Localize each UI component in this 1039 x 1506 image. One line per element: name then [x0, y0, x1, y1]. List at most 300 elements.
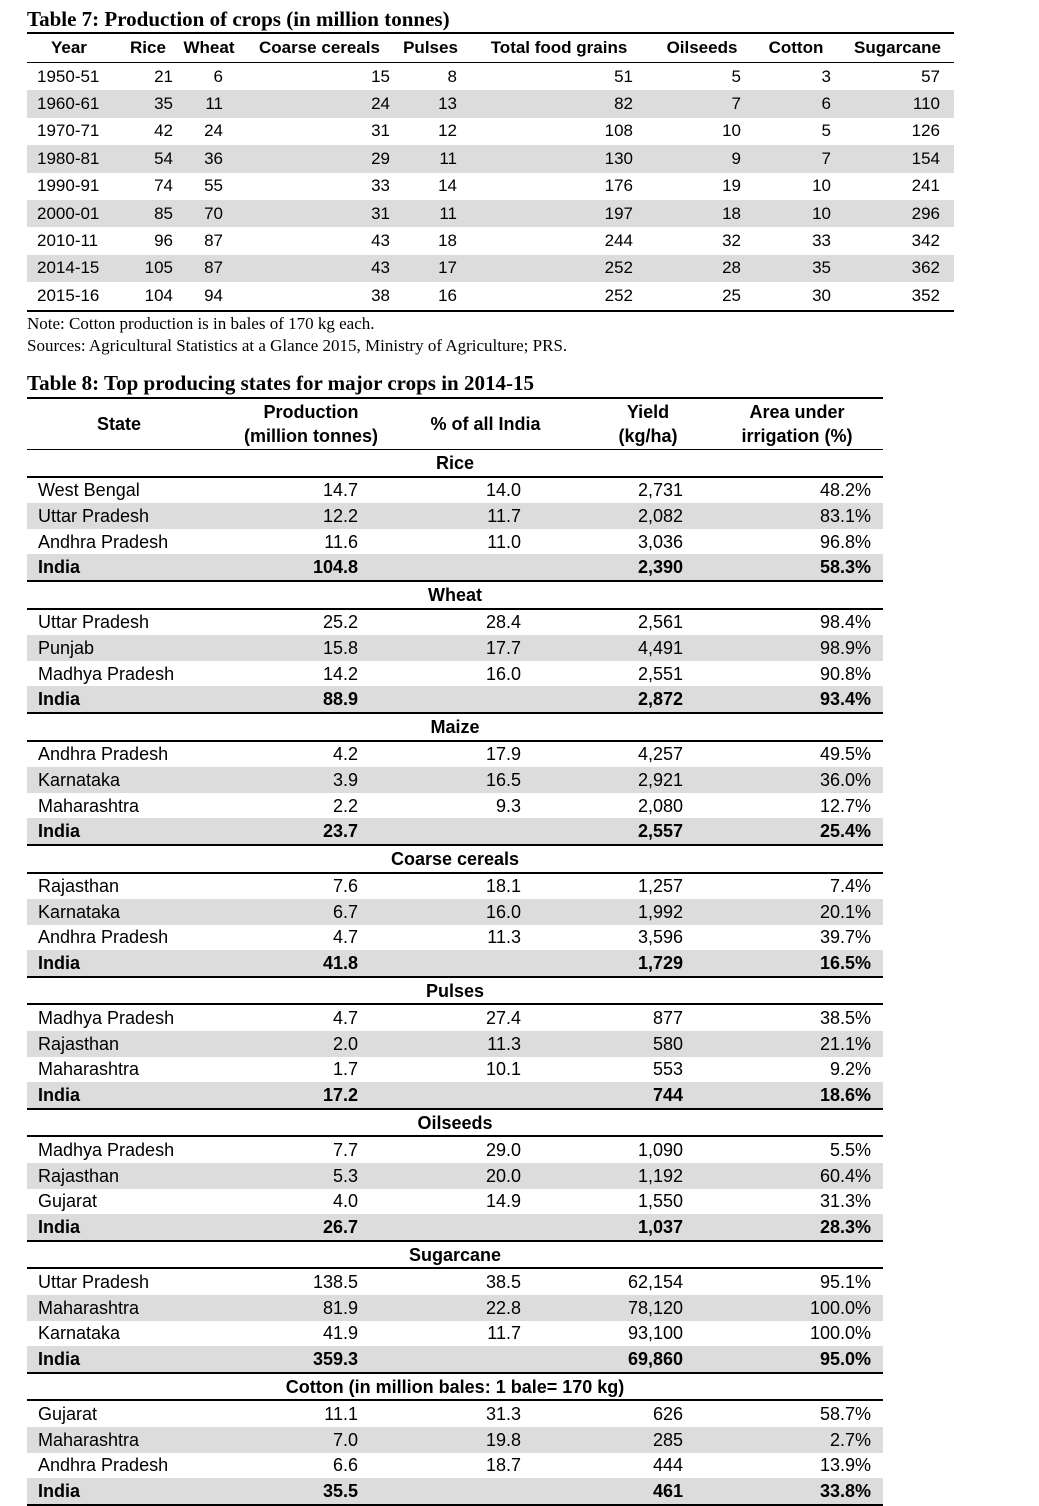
state-cell: Punjab — [27, 635, 236, 661]
table-row — [27, 1031, 883, 1057]
state-cell: Karnataka — [27, 899, 236, 925]
table8-header-yield-line1: Yield — [626, 402, 670, 422]
total-state-cell: India — [27, 1082, 236, 1109]
table-row — [27, 200, 954, 227]
percent-cell: 20.0 — [386, 1163, 585, 1189]
value-cell: 18 — [653, 200, 751, 227]
table-row — [27, 145, 954, 172]
section-crop-label: Cotton (in million bales: 1 bale= 170 kg) — [27, 1373, 883, 1401]
table-row — [27, 90, 954, 117]
value-cell: 18 — [438, 231, 457, 251]
total-production-cell: 104.8 — [236, 554, 386, 581]
value-cell: 241 — [911, 176, 940, 196]
value-cell: 154 — [841, 145, 954, 172]
value-cell: 11 — [175, 90, 243, 117]
table8-header-row — [27, 398, 883, 450]
table7-header-coarse-cereals: Coarse cereals — [243, 33, 396, 63]
value-cell: 35 — [121, 90, 175, 117]
irrigation-cell: 100.0% — [711, 1295, 883, 1321]
production-cell: 6.7 — [236, 899, 386, 925]
value-cell: 31 — [371, 121, 390, 141]
value-cell: 33 — [371, 176, 390, 196]
total-row — [27, 1214, 883, 1241]
yield-cell: 3,036 — [637, 531, 683, 552]
value-cell: 10 — [722, 121, 741, 141]
state-cell: Maharashtra — [38, 1059, 140, 1080]
total-yield-cell: 2,872 — [585, 686, 711, 713]
total-percent-cell — [386, 1214, 585, 1241]
irrigation-cell: 7.4% — [829, 876, 871, 897]
value-cell: 43 — [243, 255, 396, 282]
value-cell: 21 — [154, 66, 173, 86]
table7-header-oilseeds: Oilseeds — [653, 33, 751, 63]
yield-cell: 1,192 — [585, 1163, 711, 1189]
percent-cell: 31.3 — [485, 1404, 521, 1425]
table8-header-production-line2: (million tonnes) — [244, 426, 378, 446]
value-cell: 30 — [751, 282, 841, 310]
total-row — [27, 1346, 883, 1373]
yield-cell: 2,561 — [637, 612, 683, 633]
percent-cell: 14.9 — [485, 1191, 521, 1212]
value-cell: 87 — [175, 255, 243, 282]
year-cell: 1960-61 — [27, 90, 121, 117]
irrigation-cell: 39.7% — [819, 927, 871, 948]
value-cell: 82 — [465, 90, 653, 117]
state-cell: Madhya Pradesh — [38, 1008, 175, 1029]
state-cell: Maharashtra — [27, 1427, 236, 1453]
value-cell: 14 — [438, 176, 457, 196]
section-crop-label: Rice — [27, 450, 883, 477]
percent-cell: 11.3 — [386, 1031, 585, 1057]
percent-cell: 17.7 — [386, 635, 585, 661]
total-irrigation-cell: 58.3% — [711, 554, 883, 581]
percent-cell: 14.0 — [485, 480, 521, 501]
irrigation-cell: 90.8% — [819, 663, 871, 684]
irrigation-cell: 31.3% — [819, 1191, 871, 1212]
percent-cell: 11.3 — [487, 927, 521, 948]
production-cell: 2.0 — [236, 1031, 386, 1057]
table-row — [27, 503, 883, 529]
production-cell: 1.7 — [332, 1059, 358, 1080]
value-cell: 352 — [841, 282, 954, 310]
yield-cell: 3,596 — [637, 927, 683, 948]
production-cell: 4.7 — [332, 1008, 358, 1029]
value-cell: 3 — [821, 66, 831, 86]
total-state-cell: India — [27, 1478, 236, 1505]
table7-header-cotton: Cotton — [751, 33, 841, 63]
year-cell: 1980-81 — [27, 145, 121, 172]
table-row — [27, 1004, 883, 1031]
irrigation-cell: 95.1% — [819, 1272, 871, 1293]
value-cell: 130 — [465, 145, 653, 172]
table-row — [27, 1427, 883, 1453]
production-cell: 11.1 — [324, 1404, 358, 1425]
production-cell: 138.5 — [312, 1272, 358, 1293]
total-row — [27, 686, 883, 713]
irrigation-cell: 83.1% — [711, 503, 883, 529]
total-state-cell: India — [27, 686, 236, 713]
total-irrigation-cell: 33.8% — [711, 1478, 883, 1505]
year-cell: 1950-51 — [37, 66, 100, 86]
table-row — [27, 63, 954, 91]
yield-cell: 1,550 — [637, 1191, 683, 1212]
year-cell: 2000-01 — [27, 200, 121, 227]
value-cell: 126 — [911, 121, 940, 141]
table-row — [27, 282, 954, 310]
section-header-row — [27, 581, 883, 609]
table-row — [27, 609, 883, 636]
section-crop-label: Wheat — [27, 581, 883, 609]
table-row — [27, 1057, 883, 1083]
value-cell: 6 — [751, 90, 841, 117]
total-state-cell: India — [27, 818, 236, 845]
total-percent-cell — [386, 1082, 585, 1109]
total-irrigation-cell: 93.4% — [711, 686, 883, 713]
state-cell: Rajasthan — [27, 1031, 236, 1057]
total-yield-cell: 69,860 — [585, 1346, 711, 1373]
value-cell: 85 — [121, 200, 175, 227]
yield-cell: 93,100 — [627, 1323, 683, 1344]
percent-cell: 18.1 — [485, 876, 521, 897]
yield-cell: 626 — [652, 1404, 683, 1425]
table-row — [27, 635, 883, 661]
value-cell: 43 — [371, 231, 390, 251]
value-cell: 5 — [731, 66, 741, 86]
state-cell: Andhra Pradesh — [38, 1455, 169, 1476]
percent-cell: 27.4 — [485, 1008, 521, 1029]
section-crop-label: Maize — [27, 713, 883, 741]
total-irrigation-cell: 25.4% — [711, 818, 883, 845]
value-cell: 252 — [465, 255, 653, 282]
table-row — [27, 661, 883, 687]
production-cell: 14.2 — [322, 663, 358, 684]
state-cell: West Bengal — [38, 480, 140, 501]
table-row — [27, 227, 954, 254]
percent-cell: 38.5 — [485, 1272, 521, 1293]
irrigation-cell: 60.4% — [711, 1163, 883, 1189]
production-cell: 25.2 — [322, 612, 358, 633]
production-cell: 81.9 — [236, 1295, 386, 1321]
total-row — [27, 554, 883, 581]
total-yield-cell: 2,557 — [585, 818, 711, 845]
table7-header-row — [27, 33, 954, 63]
percent-cell: 19.8 — [386, 1427, 585, 1453]
yield-cell: 444 — [652, 1455, 683, 1476]
percent-cell: 11.7 — [487, 1323, 521, 1344]
value-cell: 70 — [175, 200, 243, 227]
irrigation-cell: 20.1% — [711, 899, 883, 925]
table7-header-wheat: Wheat — [175, 33, 243, 63]
value-cell: 57 — [921, 66, 940, 86]
production-cell: 4.0 — [332, 1191, 358, 1212]
state-cell: Rajasthan — [38, 876, 120, 897]
irrigation-cell: 36.0% — [711, 767, 883, 793]
state-cell: Maharashtra — [38, 795, 140, 816]
year-cell: 2014-15 — [27, 255, 121, 282]
state-cell: Karnataka — [27, 767, 236, 793]
production-cell: 2.2 — [332, 795, 358, 816]
table-row — [27, 1400, 883, 1427]
section-crop-label: Coarse cereals — [27, 845, 883, 873]
value-cell: 15 — [371, 66, 390, 86]
table-row — [27, 1453, 883, 1479]
value-cell: 74 — [154, 176, 173, 196]
percent-cell: 17.9 — [485, 744, 521, 765]
table7-production-of-crops — [27, 32, 954, 312]
total-production-cell: 26.7 — [236, 1214, 386, 1241]
section-crop-label: Sugarcane — [27, 1241, 883, 1269]
year-cell: 2015-16 — [27, 282, 121, 310]
table7-sources: Sources: Agricultural Statistics at a Glance 2015, Ministry of Agriculture; PRS. — [27, 336, 568, 355]
value-cell: 252 — [465, 282, 653, 310]
value-cell: 10 — [812, 176, 831, 196]
irrigation-cell: 98.4% — [819, 612, 871, 633]
state-cell: Andhra Pradesh — [38, 744, 169, 765]
total-state-cell: India — [27, 950, 236, 977]
state-cell: Gujarat — [38, 1404, 98, 1425]
production-cell: 12.2 — [236, 503, 386, 529]
table-row — [27, 741, 883, 768]
production-cell: 4.7 — [332, 927, 358, 948]
total-row — [27, 1082, 883, 1109]
table7-header-total-food-grains: Total food grains — [465, 33, 653, 63]
total-yield-cell: 1,729 — [585, 950, 711, 977]
section-header-row — [27, 450, 883, 477]
table7-header-pulses: Pulses — [396, 33, 465, 63]
irrigation-cell: 21.1% — [711, 1031, 883, 1057]
total-production-cell: 88.9 — [236, 686, 386, 713]
table-row — [27, 793, 883, 819]
table-row — [27, 1295, 883, 1321]
state-cell: Rajasthan — [27, 1163, 236, 1189]
value-cell: 55 — [204, 176, 223, 196]
percent-cell: 16.5 — [386, 767, 585, 793]
table8-top-producing-states — [27, 397, 883, 1506]
total-production-cell: 359.3 — [236, 1346, 386, 1373]
state-cell: Karnataka — [38, 1323, 121, 1344]
value-cell: 31 — [243, 200, 396, 227]
value-cell: 105 — [121, 255, 175, 282]
yield-cell: 4,257 — [637, 744, 683, 765]
total-production-cell: 35.5 — [236, 1478, 386, 1505]
yield-cell: 877 — [652, 1008, 683, 1029]
state-cell: Madhya Pradesh — [38, 1140, 175, 1161]
yield-cell: 62,154 — [627, 1272, 683, 1293]
table8-header-irrigation — [711, 398, 883, 450]
value-cell: 42 — [154, 121, 173, 141]
irrigation-cell: 2.7% — [711, 1427, 883, 1453]
irrigation-cell: 100.0% — [809, 1323, 871, 1344]
total-irrigation-cell: 16.5% — [711, 950, 883, 977]
section-crop-label: Oilseeds — [27, 1109, 883, 1137]
total-percent-cell — [386, 818, 585, 845]
total-percent-cell — [386, 1346, 585, 1373]
yield-cell: 4,491 — [585, 635, 711, 661]
value-cell: 32 — [722, 231, 741, 251]
irrigation-cell: 49.5% — [819, 744, 871, 765]
table-row — [27, 1163, 883, 1189]
total-row — [27, 950, 883, 977]
table8-header-production — [236, 398, 386, 450]
value-cell: 16 — [396, 282, 465, 310]
table8-title: Table 8: Top producing states for major crops in 2014-15 — [27, 371, 534, 395]
table8-header-pct: % of all India — [386, 398, 585, 450]
value-cell: 5 — [821, 121, 831, 141]
section-header-row — [27, 1241, 883, 1269]
yield-cell: 2,551 — [637, 663, 683, 684]
yield-cell: 1,090 — [637, 1140, 683, 1161]
total-state-cell: India — [27, 1214, 236, 1241]
total-row — [27, 818, 883, 845]
value-cell: 29 — [243, 145, 396, 172]
total-production-cell: 41.8 — [236, 950, 386, 977]
total-irrigation-cell: 28.3% — [711, 1214, 883, 1241]
table-row — [27, 1268, 883, 1295]
value-cell: 24 — [204, 121, 223, 141]
table7-title: Table 7: Production of crops (in million tonnes) — [27, 7, 450, 31]
table-row — [27, 1136, 883, 1163]
table7-header-sugarcane: Sugarcane — [841, 33, 954, 63]
irrigation-cell: 98.9% — [711, 635, 883, 661]
percent-cell: 9.3 — [495, 795, 521, 816]
value-cell: 35 — [751, 255, 841, 282]
yield-cell: 553 — [652, 1059, 683, 1080]
production-cell: 15.8 — [236, 635, 386, 661]
year-cell: 1970-71 — [37, 121, 100, 141]
section-header-row — [27, 845, 883, 873]
production-cell: 6.6 — [332, 1455, 358, 1476]
production-cell: 7.0 — [236, 1427, 386, 1453]
value-cell: 244 — [604, 231, 633, 251]
percent-cell: 10.1 — [485, 1059, 521, 1080]
value-cell: 33 — [812, 231, 831, 251]
value-cell: 104 — [121, 282, 175, 310]
value-cell: 36 — [175, 145, 243, 172]
total-percent-cell — [386, 1478, 585, 1505]
value-cell: 25 — [653, 282, 751, 310]
total-percent-cell — [386, 554, 585, 581]
state-cell: Uttar Pradesh — [38, 612, 150, 633]
production-cell: 7.7 — [332, 1140, 358, 1161]
percent-cell: 18.7 — [485, 1455, 521, 1476]
value-cell: 9 — [653, 145, 751, 172]
total-production-cell: 17.2 — [236, 1082, 386, 1109]
value-cell: 28 — [653, 255, 751, 282]
state-cell: Uttar Pradesh — [38, 1272, 150, 1293]
value-cell: 7 — [751, 145, 841, 172]
section-header-row — [27, 977, 883, 1005]
table-row — [27, 873, 883, 900]
value-cell: 11 — [396, 200, 465, 227]
value-cell: 54 — [121, 145, 175, 172]
percent-cell: 11.0 — [487, 531, 521, 552]
value-cell: 12 — [438, 121, 457, 141]
total-percent-cell — [386, 950, 585, 977]
total-yield-cell: 461 — [585, 1478, 711, 1505]
value-cell: 110 — [841, 90, 954, 117]
value-cell: 296 — [841, 200, 954, 227]
production-cell: 5.3 — [236, 1163, 386, 1189]
total-row — [27, 1478, 883, 1505]
yield-cell: 2,921 — [585, 767, 711, 793]
table-row — [27, 1189, 883, 1215]
percent-cell: 28.4 — [485, 612, 521, 633]
table7-note: Note: Cotton production is in bales of 170 kg each. — [27, 314, 375, 333]
state-cell: Madhya Pradesh — [38, 663, 175, 684]
total-percent-cell — [386, 686, 585, 713]
irrigation-cell: 38.5% — [819, 1008, 871, 1029]
irrigation-cell: 96.8% — [819, 531, 871, 552]
table-row — [27, 529, 883, 555]
irrigation-cell: 9.2% — [829, 1059, 871, 1080]
production-cell: 3.9 — [236, 767, 386, 793]
year-cell: 1990-91 — [37, 176, 100, 196]
value-cell: 8 — [447, 66, 457, 86]
table7-header-year: Year — [27, 33, 121, 63]
table8-header-yield — [585, 398, 711, 450]
irrigation-cell: 58.7% — [819, 1404, 871, 1425]
total-irrigation-cell: 95.0% — [711, 1346, 883, 1373]
production-cell: 14.7 — [322, 480, 358, 501]
section-crop-label: Pulses — [27, 977, 883, 1005]
state-cell: Uttar Pradesh — [27, 503, 236, 529]
table-row — [27, 925, 883, 951]
table-row — [27, 899, 883, 925]
year-cell: 2010-11 — [37, 231, 99, 251]
value-cell: 94 — [175, 282, 243, 310]
irrigation-cell: 5.5% — [829, 1140, 871, 1161]
value-cell: 197 — [465, 200, 653, 227]
value-cell: 176 — [604, 176, 633, 196]
table8-header-irrigation-line2: irrigation (%) — [741, 426, 853, 446]
value-cell: 19 — [722, 176, 741, 196]
table-row — [27, 118, 954, 145]
table8-header-production-line1: Production — [263, 402, 359, 422]
percent-cell: 11.7 — [386, 503, 585, 529]
value-cell: 108 — [604, 121, 633, 141]
production-cell: 41.9 — [322, 1323, 358, 1344]
production-cell: 11.6 — [324, 531, 358, 552]
value-cell: 6 — [213, 66, 223, 86]
state-cell: Gujarat — [38, 1191, 98, 1212]
table-row — [27, 767, 883, 793]
section-header-row — [27, 713, 883, 741]
yield-cell: 2,082 — [585, 503, 711, 529]
table-row — [27, 1321, 883, 1347]
total-irrigation-cell: 18.6% — [711, 1082, 883, 1109]
total-yield-cell: 744 — [585, 1082, 711, 1109]
yield-cell: 2,080 — [637, 795, 683, 816]
state-cell: Andhra Pradesh — [38, 531, 169, 552]
table7-header-rice: Rice — [121, 33, 175, 63]
value-cell: 11 — [396, 145, 465, 172]
total-state-cell: India — [27, 554, 236, 581]
value-cell: 96 — [154, 231, 173, 251]
value-cell: 51 — [614, 66, 633, 86]
yield-cell: 285 — [585, 1427, 711, 1453]
value-cell: 13 — [396, 90, 465, 117]
table8-header-state: State — [27, 398, 236, 450]
production-cell: 4.2 — [332, 744, 358, 765]
yield-cell: 2,731 — [637, 480, 683, 501]
value-cell: 362 — [841, 255, 954, 282]
value-cell: 342 — [911, 231, 940, 251]
value-cell: 24 — [243, 90, 396, 117]
section-header-row — [27, 1109, 883, 1137]
value-cell: 7 — [653, 90, 751, 117]
value-cell: 10 — [751, 200, 841, 227]
table-row — [27, 173, 954, 200]
